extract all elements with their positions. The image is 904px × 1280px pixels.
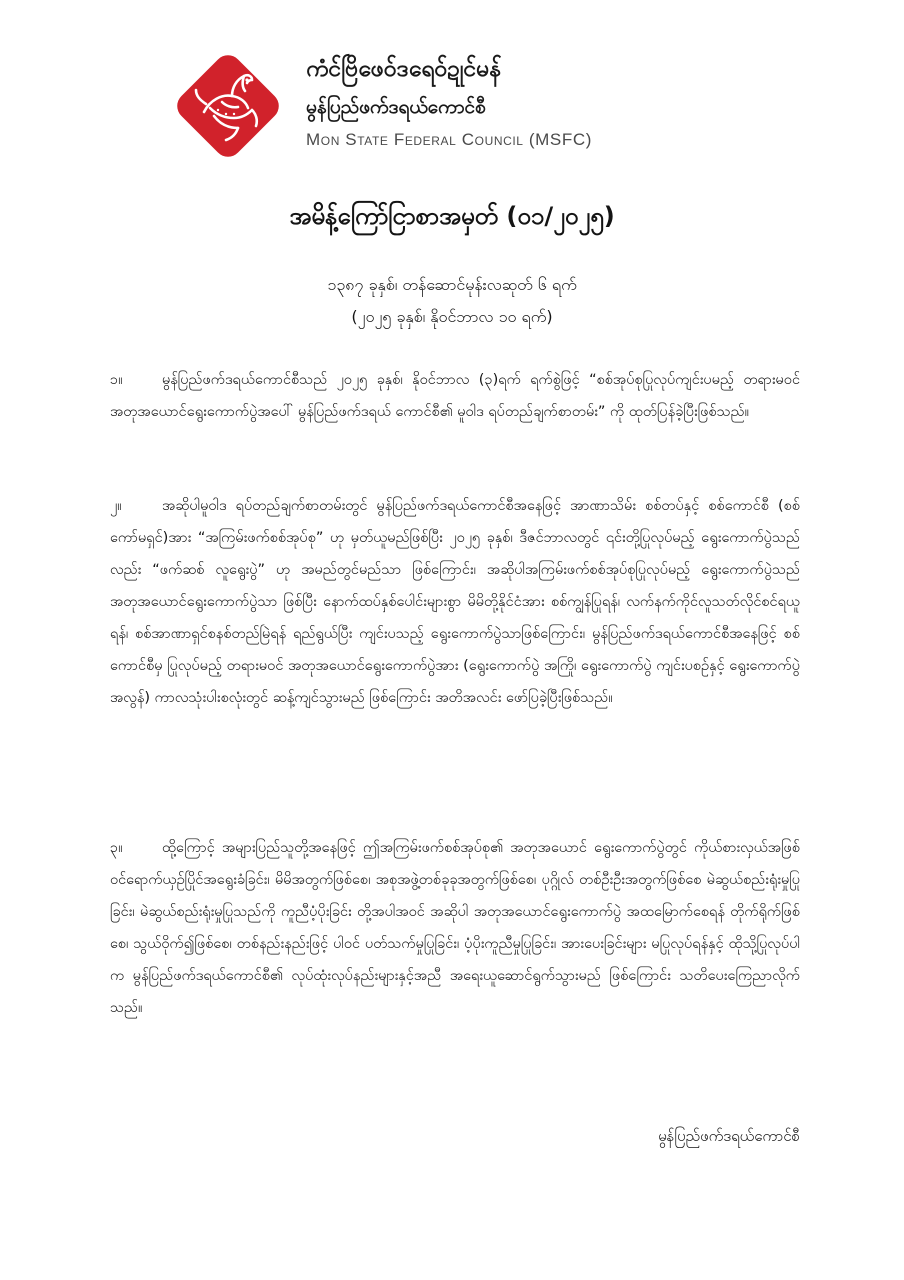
paragraph-3	[110, 832, 800, 1024]
paragraph-number: ၂။	[110, 498, 122, 514]
paragraph-number: ၃။	[110, 840, 123, 856]
paragraph-2	[110, 490, 800, 714]
date-gregorian: (၂၀၂၅ ခုနှစ်၊ နိုဝင်ဘာလ ၁၀ ရက်)	[351, 307, 553, 326]
msfc-logo-icon	[166, 44, 290, 168]
paragraph-number: ၁။	[110, 372, 123, 388]
date-myanmar-calendar: ၁၃၈၇ ခုနှစ်၊ တန်ဆောင်မုန်းလဆုတ် ၆ ရက်	[327, 275, 577, 294]
letterhead	[306, 52, 726, 152]
paragraph-text: အဆိုပါမူဝါဒ ရပ်တည်ချက်စာတမ်းတွင် မွန်ပြည်ဖက်ဒရယ်ကောင်စီအနေဖြင့် အာဏာသိမ်း စစ်တပ်နှင့် စစ်ကောင်စီ (စစ်ကော်မရှင်)အား “အကြမ်းဖက်စစ်အုပ်စု” ဟု မှတ်ယူမည်ဖြစ်ပြီး ၂၀၂၅ ခုနှစ်၊ ဒီဇင်ဘာလတွင် ၎င်းတို့ပြုလုပ်မည့် ရွေးကောက်ပွဲသည်လည်း “ဖက်ဆစ် လူရွေးပွဲ” ဟု အမည်တွင်မည်သာ ဖြစ်ကြောင်း၊ အဆိုပါအကြမ်းဖက်စစ်အုပ်စုပြုလုပ်မည့် ရွေးကောက်ပွဲသည် အတုအယောင်ရွေးကောက်ပွဲသာ ဖြစ်ပြီး နောက်ထပ်နှစ်ပေါင်းများစွာ မိမိတို့နိုင်ငံအား စစ်ကျွန်ပြုရန်၊ လက်နက်ကိုင်လူသတ်လိုင်စင်ရယူရန်၊ စစ်အာဏာရှင်စနစ်တည်မြဲရန် ရည်ရွယ်ပြီး ကျင်းပသည့် ရွေးကောက်ပွဲသာဖြစ်ကြောင်း၊ မွန်ပြည်ဖက်ဒရယ်ကောင်စီအနေဖြင့် စစ်ကောင်စီမှ ပြုလုပ်မည့် တရားမဝင် အတုအယောင်ရွေးကောက်ပွဲအား (ရွေးကောက်ပွဲ အကြို၊ ရွေးကောက်ပွဲ ကျင်းပစဉ်နှင့် ရွေးကောက်ပွဲအလွန်) ကာလသုံးပါးစလုံးတွင် ဆန့်ကျင်သွားမည် ဖြစ်ကြောင်း အတိအလင်း ဖော်ပြခဲ့ပြီးဖြစ်သည်။	[110, 498, 800, 706]
paragraph-text: မွန်ပြည်ဖက်ဒရယ်ကောင်စီသည် ၂၀၂၅ ခုနှစ်၊ နိုဝင်ဘာလ (၃)ရက် ရက်စွဲဖြင့် “စစ်အုပ်စုပြုလုပ်ကျင်းပမည့် တရားမဝင်အတုအယောင်ရွေးကောက်ပွဲအပေါ် မွန်ပြည်ဖက်ဒရယ် ကောင်စီ၏ မူဝါဒ ရပ်တည်ချက်စာတမ်း” ကို ထုတ်ပြန်ခဲ့ပြီးဖြစ်သည်။	[110, 372, 800, 420]
paragraph-1	[110, 364, 800, 428]
org-name-english: Mon State Federal Council (MSFC)	[306, 130, 592, 149]
announcement-title: အမိန့်ကြော်ငြာစာအမှတ် (၀၁/၂၀၂၅)	[289, 202, 615, 230]
org-name-mon: ကံင်ဗြိဖေဝ်ဒရေဝ်ဍုင်မန်	[306, 56, 502, 82]
org-name-burmese: မွန်ပြည်ဖက်ဒရယ်ကောင်စီ	[306, 96, 486, 118]
paragraph-text: ထို့ကြောင့် အများပြည်သူတို့အနေဖြင့် ဤအကြမ်းဖက်စစ်အုပ်စု၏ အတုအယောင် ရွေးကောက်ပွဲတွင် ကိုယ်စားလှယ်အဖြစ် ဝင်ရောက်ယှဉ်ပြိုင်အရွေးခံခြင်း၊ မိမိအတွက်ဖြစ်စေ၊ အစုအဖွဲ့တစ်ခုခုအတွက်ဖြစ်စေ၊ ပုဂ္ဂိုလ် တစ်ဦးဦးအတွက်ဖြစ်စေ မဲဆွယ်စည်းရုံးမှုပြုခြင်း၊ မဲဆွယ်စည်းရုံးမှုပြုသည်ကို ကူညီပံ့ပိုးခြင်း တို့အပါအဝင် အဆိုပါ အတုအယောင်ရွေးကောက်ပွဲ အထမြောက်စေရန် တိုက်ရိုက်ဖြစ်စေ၊ သွယ်ဝိုက်၍ဖြစ်စေ၊ တစ်နည်းနည်းဖြင့် ပါဝင် ပတ်သက်မှုပြုခြင်း၊ ပံ့ပိုးကူညီမှုပြုခြင်း၊ အားပေးခြင်းများ မပြုလုပ်ရန်နှင့် ထိုသို့ပြုလုပ်ပါက မွန်ပြည်ဖက်ဒရယ်ကောင်စီ၏ လုပ်ထုံးလုပ်နည်းများနှင့်အညီ အရေးယူဆောင်ရွက်သွားမည် ဖြစ်ကြောင်း သတိပေးကြေညာလိုက်သည်။	[110, 840, 800, 1016]
signature: မွန်ပြည်ဖက်ဒရယ်ကောင်စီ	[658, 1127, 800, 1145]
